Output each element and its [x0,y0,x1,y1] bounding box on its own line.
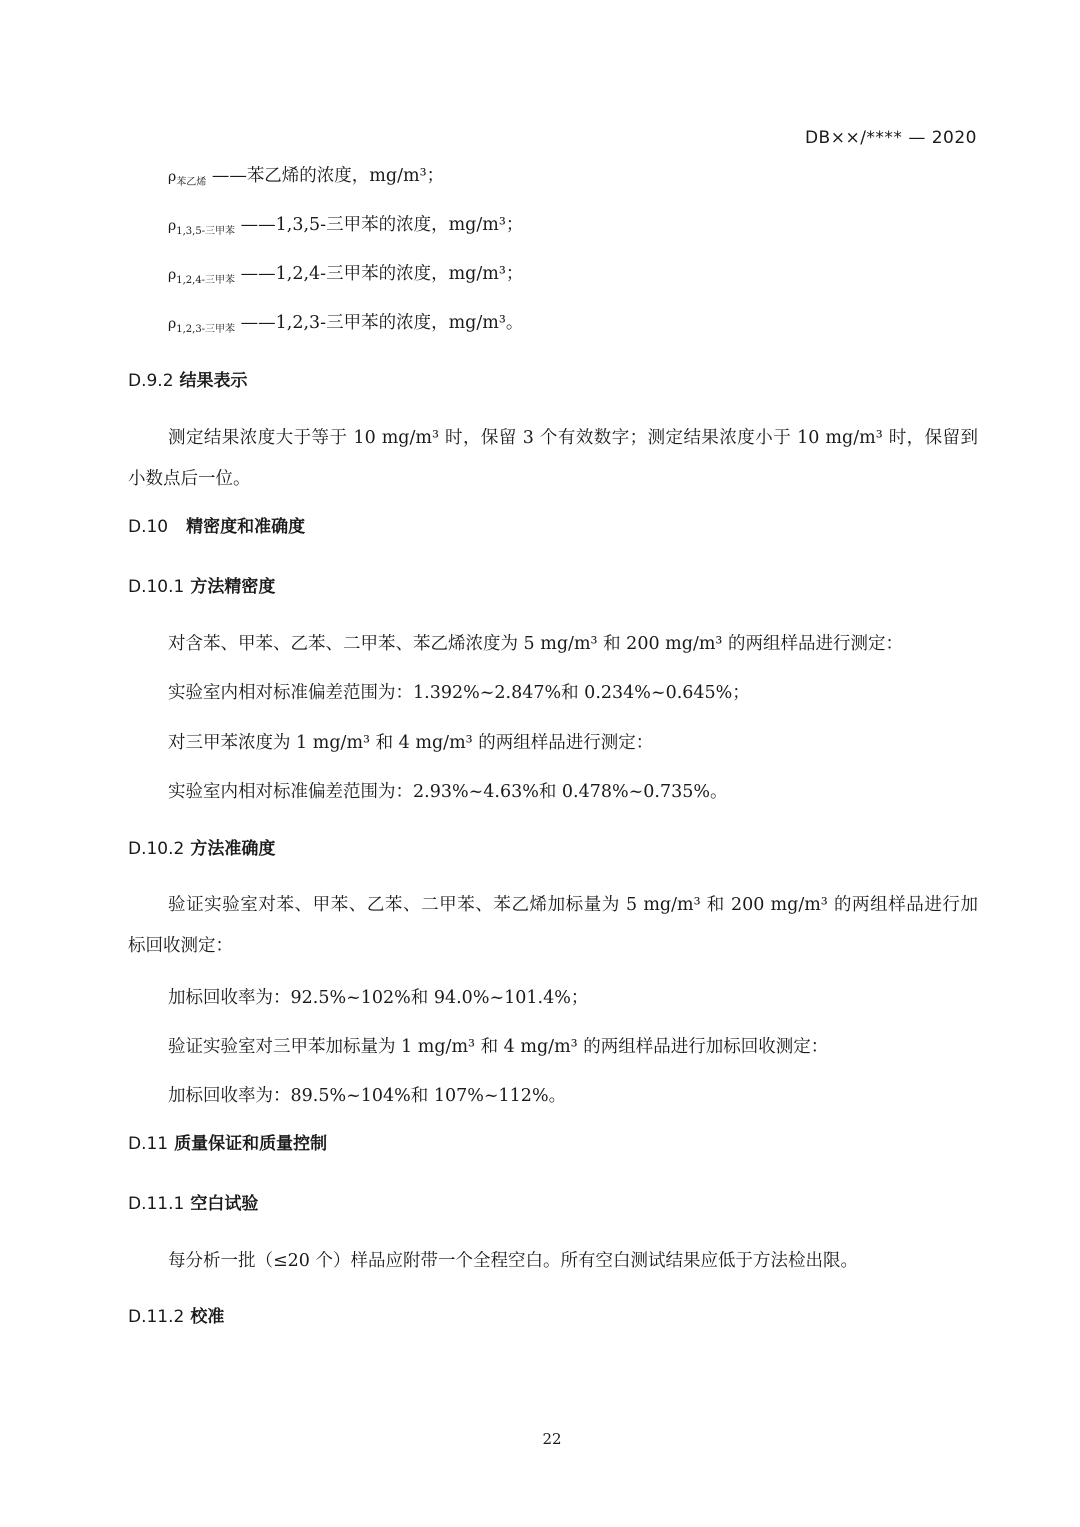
variable-subscript: 1,3,5-三甲苯 [176,226,236,237]
rho-symbol: ρ [168,267,177,283]
section-heading-d112 [128,1304,224,1330]
section-heading-d92 [128,368,248,394]
section-heading-d101 [128,574,275,600]
variable-definition [168,212,523,245]
variable-definition [168,310,523,343]
paragraph-line: 测定结果浓度大于等于 10 mg/m³ 时，保留 3 个有效数字；测定结果浓度小于 10 mg/m³ 时，保留到 [168,428,978,448]
variable-definition [168,163,444,196]
section-heading-d111 [128,1191,258,1217]
paragraph-line: 验证实验室对苯、甲苯、乙苯、二甲苯、苯乙烯加标量为 5 mg/m³ 和 200 mg/m³ 的两组样品进行加 [168,895,978,915]
section-title: 校准 [190,1307,225,1327]
rho-symbol: ρ [168,316,177,332]
section-number: D.10.1 [128,577,185,597]
variable-text: ——1,2,4-三甲苯的浓度，mg/m³； [240,264,524,284]
variable-subscript: 1,2,3-三甲苯 [176,324,236,335]
variable-subscript: 1,2,4-三甲苯 [176,275,236,286]
paragraph-line: 对三甲苯浓度为 1 mg/m³ 和 4 mg/m³ 的两组样品进行测定： [168,733,654,753]
variable-text: ——苯乙烯的浓度，mg/m³； [211,166,445,186]
section-number: D.10.2 [128,839,185,859]
section-number: D.9.2 [128,371,174,391]
rho-symbol: ρ [168,169,177,185]
variable-text: ——1,3,5-三甲苯的浓度，mg/m³； [240,215,524,235]
section-number: D.11 [128,1134,169,1154]
variable-subscript: 苯乙烯 [176,177,207,188]
section-heading-d11 [128,1131,327,1157]
section-title: 质量保证和质量控制 [174,1134,328,1154]
paragraph-line: 加标回收率为：89.5%~104%和 107%~112%。 [168,1086,567,1106]
section-number: D.11.2 [128,1307,185,1327]
paragraph-line: 小数点后一位。 [128,469,251,489]
section-title: 方法准确度 [190,839,276,859]
paragraph-line: 每分析一批（≤20 个）样品应附带一个全程空白。所有空白测试结果应低于方法检出限。 [168,1251,858,1271]
variable-text: ——1,2,3-三甲苯的浓度，mg/m³。 [240,313,524,333]
section-title: 方法精密度 [190,577,276,597]
section-heading-d10 [128,514,305,540]
section-number: D.11.1 [128,1194,185,1214]
paragraph-line: 实验室内相对标准偏差范围为：1.392%~2.847%和 0.234%~0.645%； [168,683,750,703]
section-title: 结果表示 [179,371,248,391]
paragraph-line: 对含苯、甲苯、乙苯、二甲苯、苯乙烯浓度为 5 mg/m³ 和 200 mg/m³ 的两组样品进行测定： [168,634,904,654]
rho-symbol: ρ [168,218,177,234]
document-header-id: DB××/**** — 2020 [804,128,977,148]
section-title: 精密度和准确度 [186,517,306,537]
paragraph-line: 加标回收率为：92.5%~102%和 94.0%~101.4%； [168,988,589,1008]
page-number: 22 [542,1430,562,1448]
paragraph-line: 标回收测定： [128,936,233,956]
section-heading-d102 [128,836,275,862]
section-title: 空白试验 [190,1194,259,1214]
section-number: D.10 [128,517,169,537]
paragraph-line: 实验室内相对标准偏差范围为：2.93%~4.63%和 0.478%~0.735%。 [168,782,728,802]
paragraph-line: 验证实验室对三甲苯加标量为 1 mg/m³ 和 4 mg/m³ 的两组样品进行加标回收测定： [168,1037,829,1057]
variable-definition [168,261,523,294]
